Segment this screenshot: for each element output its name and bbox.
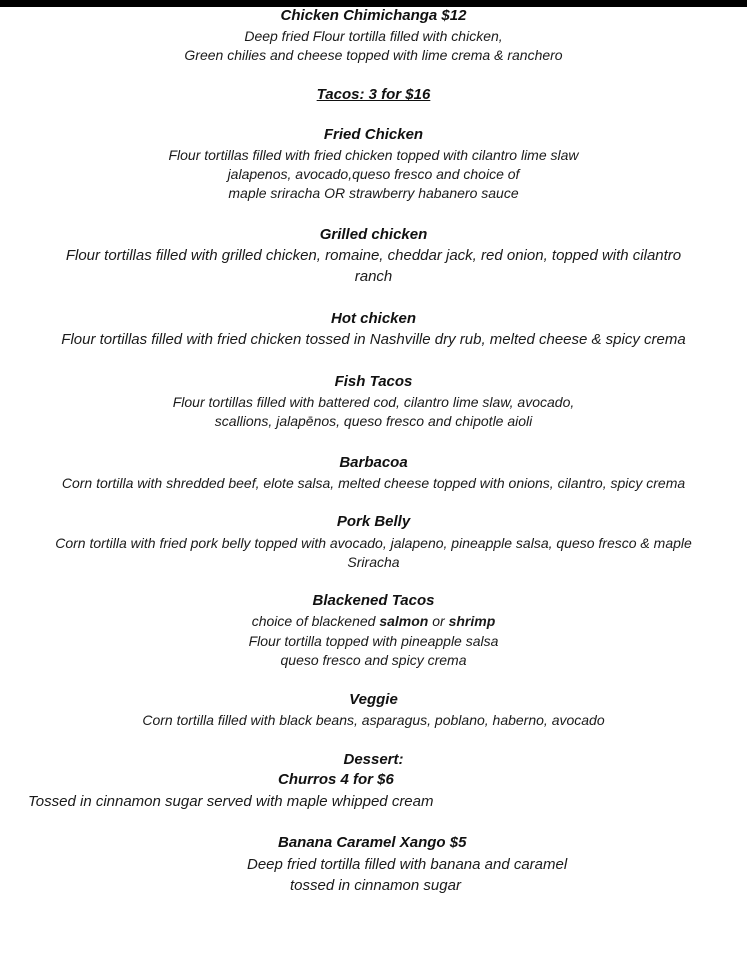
fish-tacos-title: Fish Tacos <box>334 373 413 390</box>
barbacoa-title: Barbacoa <box>339 454 408 471</box>
grilled-chicken-title: Grilled chicken <box>319 226 428 243</box>
banana-title: Banana Caramel Xango $5 <box>278 834 467 851</box>
fried-chicken-title: Fried Chicken <box>323 126 424 143</box>
grilled-chicken-desc-1: Flour tortillas filled with grilled chicken, romaine, cheddar jack, red onion, topped with cilantro <box>65 247 682 264</box>
fried-chicken-desc-3: maple sriracha OR strawberry habanero sauce <box>228 185 519 201</box>
fish-tacos-desc-2: scallions, jalapēnos, queso fresco and chipotle aioli <box>214 413 533 429</box>
churros-title: Churros 4 for $6 <box>278 771 394 788</box>
pork-belly-desc-2: Sriracha <box>347 554 400 570</box>
churros-desc-1: Tossed in cinnamon sugar served with maple whipped cream <box>28 793 434 810</box>
blackened-title: Blackened Tacos <box>312 592 435 609</box>
blackened-choice-line <box>0 611 747 631</box>
dessert-header: Dessert: <box>343 751 404 768</box>
tacos-header: Tacos: 3 for $16 <box>316 86 431 103</box>
blackened-desc-1: Flour tortilla topped with pineapple salsa <box>248 633 499 649</box>
veggie-desc-1: Corn tortilla filled with black beans, asparagus, poblano, haberno, avocado <box>142 712 605 728</box>
banana-desc-1: Deep fried tortilla filled with banana and caramel <box>247 856 568 873</box>
blackened-choice-or: or <box>428 613 449 629</box>
blackened-desc-2: queso fresco and spicy crema <box>280 652 467 668</box>
hot-chicken-title: Hot chicken <box>330 310 417 327</box>
fried-chicken-desc-1: Flour tortillas filled with fried chicken topped with cilantro lime slaw <box>168 147 579 163</box>
chimichanga-title: Chicken Chimichanga $12 <box>280 7 467 24</box>
barbacoa-desc-1: Corn tortilla with shredded beef, elote salsa, melted cheese topped with onions, cilantro, spicy crema <box>61 475 686 491</box>
pork-belly-desc-1: Corn tortilla with fried pork belly topped with avocado, jalapeno, pineapple salsa, queso fresco & maple <box>55 535 692 551</box>
fish-tacos-desc-1: Flour tortillas filled with battered cod, cilantro lime slaw, avocado, <box>172 394 575 410</box>
pork-belly-title: Pork Belly <box>336 513 411 530</box>
banana-desc-2: tossed in cinnamon sugar <box>290 877 461 894</box>
veggie-title: Veggie <box>349 691 398 708</box>
blackened-choice-salmon: salmon <box>379 613 429 629</box>
chimichanga-desc-1: Deep fried Flour tortilla filled with chicken, <box>244 28 503 44</box>
hot-chicken-desc-1: Flour tortillas filled with fried chicken tossed in Nashville dry rub, melted cheese & spicy crema <box>61 331 686 348</box>
fried-chicken-desc-2: jalapenos, avocado,queso fresco and choice of <box>227 166 520 182</box>
grilled-chicken-desc-2: ranch <box>354 268 393 285</box>
blackened-choice-shrimp: shrimp <box>448 613 496 629</box>
blackened-choice-prefix: choice of blackened <box>251 613 380 629</box>
chimichanga-desc-2: Green chilies and cheese topped with lime crema & ranchero <box>184 47 563 63</box>
